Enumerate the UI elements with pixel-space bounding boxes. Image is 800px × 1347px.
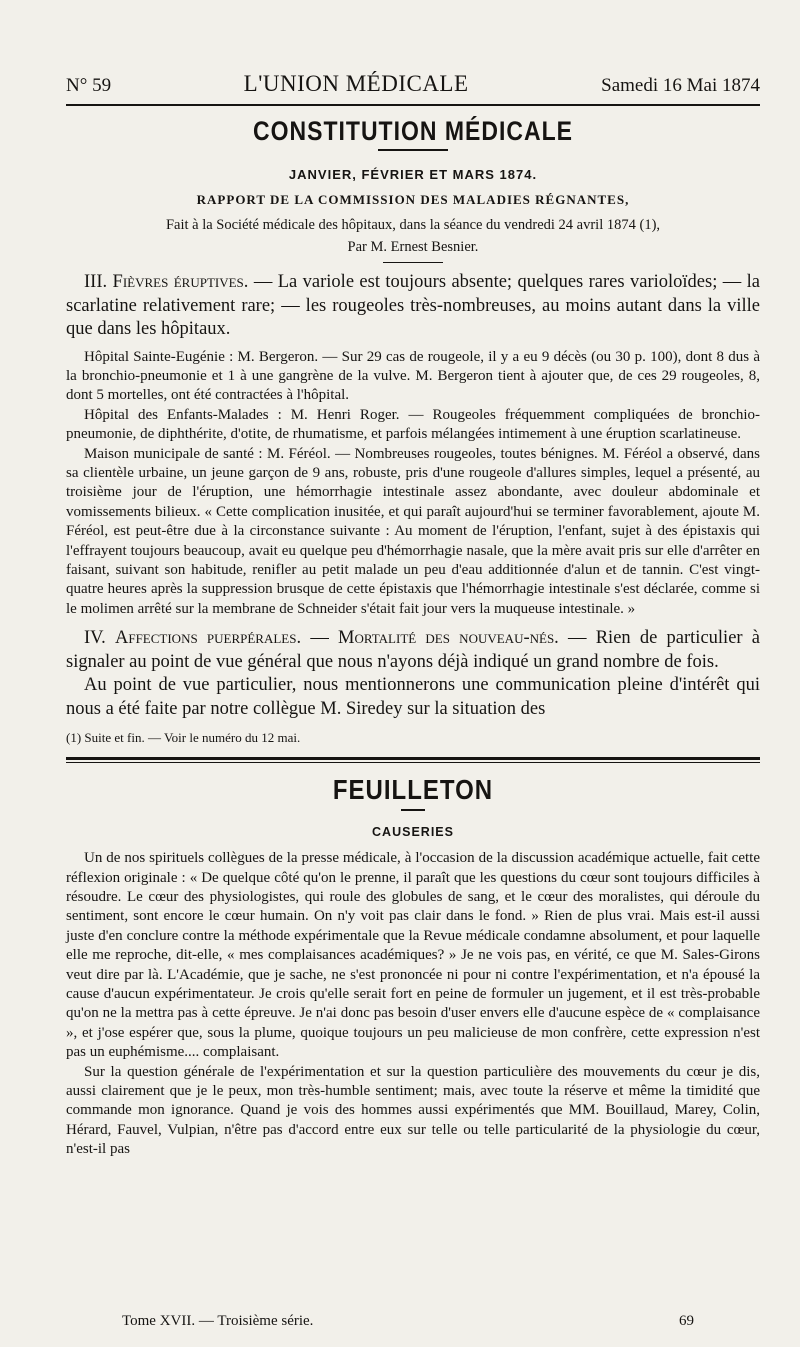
volume-label: Tome XVII. — Troisième série.: [122, 1313, 314, 1329]
issue-date: Samedi 16 Mai 1874: [601, 75, 760, 96]
section-3-number: III.: [84, 272, 108, 292]
feuilleton-title: FEUILLETON: [332, 775, 494, 807]
section-4-text: — Rien de particulier à signaler au point de vue général que nous n'ayons déjà indiqué un grand nombre de fois.: [66, 628, 760, 672]
section-4-number: IV.: [84, 628, 106, 649]
footnote: (1) Suite et fin. — Voir le numéro du 12 mai.: [66, 730, 301, 746]
section-4-continuation: Au point de vue particulier, nous mentionnerons une communication pleine d'intérêt qui nous a été faite par notre collègue M. Siredey sur la situation des: [66, 675, 760, 719]
feuilleton-divider: [401, 809, 425, 811]
feuilleton-rule-thin: [66, 762, 760, 763]
section-4-paragraph: [66, 627, 760, 674]
section-3-heading: Fièvres éruptives.: [112, 272, 249, 292]
report-author: Par M. Ernest Besnier.: [347, 239, 479, 255]
article-paragraph: Maison municipale de santé : M. Féréol. — Nombreuses rougeoles, toutes bénignes. M. Féréol a observé, dans sa clientèle urbaine, un jeune garçon de 9 ans, robuste, pris d'une rougeole d'allures simples, lequel a présenté, au troisième jour de l'éruption, une hémorrhagie intestinale assez abondante, avec douleur abdominale et vomissements bilieux. « Cette complication inusitée, et qui paraît aujourd'hui se terminer favorablement, ajoute M. Féréol, est peut-être due à la circonstance suivante : Au moment de l'éruption, l'enfant, sujet à des épistaxis qui l'effrayent toujours beaucoup, avait eu quelque peu d'hémorrhagie nasale, que la mère avait pris sur elle d'arrêter en faisant, suivant son habitude, renifler au petit malade un peu d'eau additionnée d'alun et de tannin. C'est vingt-quatre heures après la suppression brusque de cette épistaxis que l'hémorrhagie intestinale s'est déclarée, comme si le molimen arrêté sur la membrane de Schneider s'était fait jour vers la muqueuse intestinale. »: [66, 445, 760, 617]
section-3-text: — La variole est toujours absente; quelques rares varioloïdes; — la scarlatine relativement rare; — les rougeoles très-nombreuses, au moins autant dans la ville que dans les hôpitaux.: [66, 272, 761, 339]
article-paragraph: Hôpital des Enfants-Malades : M. Henri Roger. — Rougeoles fréquemment compliquées de bronchio-pneumonie, de diphthérite, d'otite, de rhumatisme, et parfois mélangées intimement à une éruption scarlatineuse.: [66, 406, 760, 443]
feuilleton-subtitle: CAUSERIES: [372, 825, 454, 840]
journal-title: L'UNION MÉDICALE: [243, 71, 469, 96]
period-heading: JANVIER, FÉVRIER ET MARS 1874.: [288, 167, 538, 182]
title-divider: [378, 149, 448, 151]
section-4-heading: Affections puerpérales. — Mortalité des nouveau-nés.: [114, 628, 559, 649]
feuilleton-rule: [66, 757, 760, 760]
report-title: RAPPORT DE LA COMMISSION DES MALADIES RÉGNANTES,: [196, 192, 630, 207]
report-context: Fait à la Société médicale des hôpitaux, dans la séance du vendredi 24 avril 1874 (1),: [165, 217, 661, 233]
issue-number: N° 59: [66, 75, 112, 96]
article-paragraph: Hôpital Sainte-Eugénie : M. Bergeron. — Sur 29 cas de rougeole, il y a eu 9 décès (ou 30 p. 100), dont 8 dus à la bronchio-pneumonie et 1 à une gangrène de la vulve. M. Bergeron tient à ajouter que, de ces 29 rougeoles, 8, dont 5 mortelles, ont été contractées à l'hôpital.: [66, 348, 760, 404]
masthead: [66, 72, 760, 98]
page-number: 69: [679, 1313, 694, 1329]
section-3-paragraph: [66, 271, 760, 342]
feuilleton-paragraph: Un de nos spirituels collègues de la presse médicale, à l'occasion de la discussion académique actuelle, fait cette réflexion originale : « De quelque côté qu'on le prenne, il paraît que les questions du cœur sont toujours difficiles à résoudre. Le cœur des physiologistes, qui roule des globules de sang, et le cœur des moralistes, qui déroule du sentiment, sont encore le cœur humain. On n'y voit pas clair dans le fond. » Rien de plus vrai. Mais est-il aussi juste d'en conclure contre la méthode expérimentale que la Revue médicale condamne absolument, et pour laquelle elle me reproche, dit-elle, « mes complaisances académiques? » Je ne vois pas, en vérité, ce que M. Sales-Girons veut dire par là. L'Académie, que je sache, ne s'est prononcée ni pour ni contre l'expérimentation, et n'a épousé la cause d'aucun expérimentateur. Je crois qu'elle serait fort en peine de formuler un jugement, et il est très-probable qu'on ne la mettra pas à cette épreuve. Je n'ai donc pas besoin d'user envers elle d'aucune espèce de « complaisance », et j'ose espérer que, sous la plume, quoique toujours un peu malicieuse de mon confrère, cette expression n'est pas un euphémisme.... complaisant.: [66, 850, 760, 1061]
masthead-rule: [66, 104, 760, 106]
section-title: CONSTITUTION MÉDICALE: [253, 115, 573, 146]
feuilleton-paragraph: Sur la question générale de l'expérimentation et sur la question particulière des mouvements du cœur je dis, aussi clairement que je le peux, mon très-humble sentiment; mais, avec toute la réserve et même la timidité que commande mon ignorance. Quand je vois des hommes aussi expérimentés que MM. Bouillaud, Marey, Colin, Hérard, Fauvel, Vulpian, n'être pas d'accord entre eux sur telle ou telle particularité de la physiologie du cœur, n'est-il pas: [66, 1063, 760, 1158]
page-footer: [122, 1313, 694, 1330]
